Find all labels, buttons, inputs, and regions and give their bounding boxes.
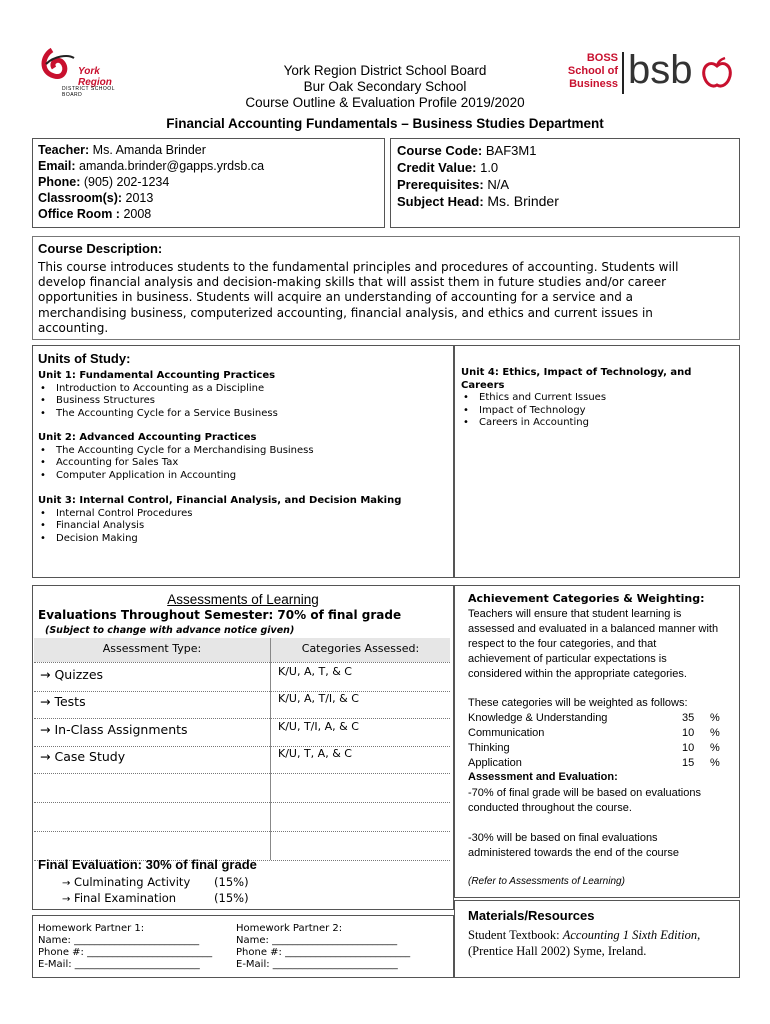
assessment-categories: K/U, A, T/I, & C (278, 692, 359, 705)
email-label: E-Mail: (38, 959, 72, 970)
document-title: Course Outline & Evaluation Profile 2019/2020 (245, 95, 525, 110)
materials-title: Materials/Resources (468, 908, 595, 923)
weight-row (468, 741, 728, 756)
weight-value: 10 (682, 727, 695, 739)
achievement-line: considered within the appropriate categories. (468, 668, 687, 680)
list-item: • Accounting for Sales Tax (56, 457, 448, 470)
arrow-right-icon: → (40, 694, 51, 709)
prereq-value: N/A (487, 177, 509, 192)
arrow-right-icon: → (40, 667, 51, 682)
achievement-line: respect to the four categories, and that (468, 638, 657, 650)
school-name: Bur Oak Secondary School (303, 79, 467, 94)
weights-intro: These categories will be weighted as follows: (468, 697, 688, 709)
table-row (40, 667, 103, 682)
assessments-title: Assessments of Learning (167, 592, 319, 607)
email-label: E-Mail: (236, 959, 270, 970)
list-item: • Decision Making (56, 533, 448, 546)
board-logo-subtext: DISTRICT SCHOOL BOARD (62, 86, 115, 98)
unit-4-title: Unit 4: Ethics, Impact of Technology, and (461, 367, 692, 378)
credit-value: 1.0 (480, 160, 499, 175)
weight-name: Communication (468, 727, 545, 739)
course-code-label: Course Code: (397, 143, 483, 158)
achievement-title: Achievement Categories & Weighting: (468, 592, 705, 605)
unit-2 (38, 432, 448, 482)
teacher-label: Teacher: (38, 143, 90, 157)
final-item (62, 875, 249, 907)
table-rule (34, 691, 450, 692)
table-row (40, 722, 188, 737)
weights-table (468, 711, 728, 771)
achievement-line: Teachers will ensure that student learning is (468, 608, 682, 620)
arrow-right-icon: → (40, 722, 51, 737)
unit-3 (38, 495, 448, 545)
table-row (40, 694, 86, 709)
classroom-value: 2013 (125, 191, 154, 205)
table-rule (34, 773, 450, 774)
email-field[interactable]: _________________________ (74, 959, 200, 970)
unit-2-title: Unit 2: Advanced Accounting Practices (38, 432, 257, 443)
email-field[interactable]: _________________________ (272, 959, 398, 970)
assessments-subtitle: Evaluations Throughout Semester: 70% of final grade (38, 608, 402, 622)
evaluation-title: Assessment and Evaluation: (468, 771, 618, 783)
subject-head-row (397, 193, 559, 210)
list-item: • Computer Application in Accounting (56, 470, 448, 483)
final-item-label: Final Examination (74, 891, 177, 905)
textbook-comma: , (697, 928, 701, 942)
prereq-label: Prerequisites: (397, 177, 484, 192)
list-item: • Financial Analysis (56, 520, 448, 533)
weight-row (468, 726, 728, 741)
assessment-categories: K/U, T, A, & C (278, 747, 352, 760)
arrow-right-icon: → (62, 894, 71, 905)
partner-1-title: Homework Partner 1: (38, 923, 145, 934)
course-code-value: BAF3M1 (485, 143, 537, 158)
subject-head-value: Ms. Brinder (487, 193, 559, 209)
header-text (150, 63, 620, 111)
unit-1-list (38, 383, 448, 421)
teacher-row (38, 142, 264, 158)
phone-field[interactable]: _________________________ (285, 947, 411, 958)
course-info (397, 142, 559, 210)
achievement-line: achievement of particular expectations is (468, 653, 667, 665)
phone-label: Phone #: (38, 947, 84, 958)
arrow-right-icon: → (62, 878, 71, 889)
table-rule (34, 831, 450, 832)
unit-3-list (38, 508, 448, 546)
partner-2-title: Homework Partner 2: (236, 923, 343, 934)
list-item: • Introduction to Accounting as a Discipline (56, 383, 448, 396)
assessments-note: (Subject to change with advance notice given) (45, 625, 295, 636)
homework-partner-1 (38, 923, 238, 971)
materials-body (468, 927, 736, 959)
description-title: Course Description: (38, 241, 163, 256)
table-rule (34, 662, 450, 663)
list-item: • Business Structures (56, 395, 448, 408)
evaluation-line: -70% of final grade will be based on evaluations (468, 787, 701, 799)
achievement-line: assessed and evaluated in a balanced manner with (468, 623, 719, 635)
weight-unit: % (710, 757, 720, 769)
unit-4-title-cont: Careers (461, 379, 505, 391)
assessment-categories: K/U, A, T, & C (278, 665, 352, 678)
name-field[interactable]: _________________________ (74, 935, 200, 946)
table-rule (34, 746, 450, 747)
textbook-line (468, 927, 736, 943)
classroom-row (38, 190, 264, 206)
weight-row (468, 711, 728, 726)
phone-label: Phone: (38, 175, 81, 189)
board-name: York Region District School Board (283, 63, 487, 78)
list-item: • Ethics and Current Issues (479, 392, 736, 405)
description-line: opportunities in business. Students will acquire an understanding of accounting for a service and a (38, 290, 633, 305)
assessment-categories: K/U, T/I, A, & C (278, 720, 359, 733)
weight-unit: % (710, 742, 720, 754)
unit-3-title: Unit 3: Internal Control, Financial Analysis, and Decision Making (38, 495, 402, 506)
assessment-type: In-Class Assignments (54, 722, 188, 737)
arrow-right-icon: → (40, 749, 51, 764)
prereq-row (397, 176, 559, 193)
table-rule (34, 802, 450, 803)
evaluation-line: administered towards the end of the course (468, 847, 679, 859)
assessment-type: Tests (54, 694, 86, 709)
units-title: Units of Study: (38, 351, 131, 366)
homework-partner-2 (236, 923, 451, 971)
weight-name: Knowledge & Understanding (468, 712, 608, 724)
teacher-info (38, 142, 264, 222)
description-body (38, 260, 738, 336)
table-rule (34, 718, 450, 719)
weight-row (468, 756, 728, 771)
unit-1 (38, 370, 448, 420)
final-item-pct: (15%) (214, 891, 249, 905)
evaluation-30 (468, 831, 679, 861)
description-line: develop financial analysis and decision-making skills that will assist them in future studies and/or career (38, 275, 667, 290)
textbook-title: Accounting 1 Sixth Edition (562, 928, 698, 942)
email-value[interactable]: amanda.brinder@gapps.yrdsb.ca (79, 159, 265, 173)
course-code-row (397, 142, 559, 159)
weight-name: Application (468, 757, 522, 769)
partner-1-phone (38, 947, 238, 959)
evaluation-line: conducted throughout the course. (468, 802, 632, 814)
textbook-prefix: Student Textbook: (468, 928, 563, 942)
phone-row (38, 174, 264, 190)
table-col-divider (270, 638, 271, 860)
table-col-categories: Categories Assessed: (301, 642, 420, 655)
partner-1-name (38, 935, 238, 947)
final-evaluation-title: Final Evaluation: 30% of final grade (38, 857, 257, 872)
email-row (38, 158, 264, 174)
logo-divider (622, 52, 624, 94)
email-label: Email: (38, 159, 76, 173)
weight-unit: % (710, 712, 720, 724)
partner-2-phone (236, 947, 451, 959)
bsb-logo-text: bsb (628, 48, 693, 92)
list-item (62, 875, 249, 891)
achievement-body (468, 607, 736, 682)
list-item: • Careers in Accounting (479, 417, 736, 430)
assessment-type: Quizzes (54, 667, 104, 682)
unit-2-list (38, 445, 448, 483)
boss-logo-line2: School of (567, 65, 618, 77)
weight-unit: % (710, 727, 720, 739)
table-col-assessment-type: Assessment Type: (102, 642, 202, 655)
phone-label: Phone #: (236, 947, 282, 958)
textbook-publisher: (Prentice Hall 2002) Syme, Ireland. (468, 944, 647, 958)
partner-2-email (236, 959, 451, 971)
list-item: • The Accounting Cycle for a Merchandising Business (56, 445, 448, 458)
partner-2-name (236, 935, 451, 947)
office-label: Office Room : (38, 207, 120, 221)
list-item: • The Accounting Cycle for a Service Business (56, 408, 448, 421)
board-logo (34, 46, 134, 98)
weight-name: Thinking (468, 742, 510, 754)
evaluation-line: -30% will be based on final evaluations (468, 832, 658, 844)
boss-logo-line1: BOSS (586, 52, 618, 64)
unit-4-list (461, 392, 736, 430)
assessment-type: Case Study (54, 749, 126, 764)
description-line: merchandising business, computerized accounting, financial analysis, and ethics and current issues in (38, 305, 653, 320)
refer-note: (Refer to Assessments of Learning) (468, 876, 625, 887)
unit-4 (461, 367, 736, 430)
list-item (62, 891, 249, 907)
office-value: 2008 (123, 207, 152, 221)
final-item-pct: (15%) (214, 875, 249, 889)
description-line: This course introduces students to the fundamental principles and procedures of accounting. Students will (38, 260, 679, 274)
phone-value: (905) 202-1234 (83, 175, 170, 189)
phone-field[interactable]: _________________________ (87, 947, 213, 958)
weight-value: 10 (682, 742, 695, 754)
list-item: • Impact of Technology (479, 405, 736, 418)
boss-logo-line3: Business (569, 78, 618, 90)
description-line: accounting. (38, 320, 109, 335)
apple-icon (700, 56, 734, 95)
teacher-value: Ms. Amanda Brinder (92, 143, 206, 157)
partner-1-email (38, 959, 238, 971)
weight-value: 35 (682, 712, 695, 724)
boss-logo (562, 52, 618, 91)
subject-head-label: Subject Head: (397, 194, 484, 209)
name-label: Name: (236, 935, 269, 946)
evaluation-70 (468, 786, 701, 816)
name-label: Name: (38, 935, 71, 946)
table-row (40, 749, 125, 764)
name-field[interactable]: _________________________ (272, 935, 398, 946)
credit-row (397, 159, 559, 176)
weight-value: 15 (682, 757, 695, 769)
office-row (38, 206, 264, 222)
list-item: • Internal Control Procedures (56, 508, 448, 521)
board-logo-text: York Region (78, 66, 112, 88)
unit-1-title: Unit 1: Fundamental Accounting Practices (38, 370, 276, 381)
final-item-label: Culminating Activity (74, 875, 191, 889)
classroom-label: Classroom(s): (38, 191, 123, 205)
credit-label: Credit Value: (397, 160, 477, 175)
department-title: Financial Accounting Fundamentals – Business Studies Department (166, 116, 604, 131)
